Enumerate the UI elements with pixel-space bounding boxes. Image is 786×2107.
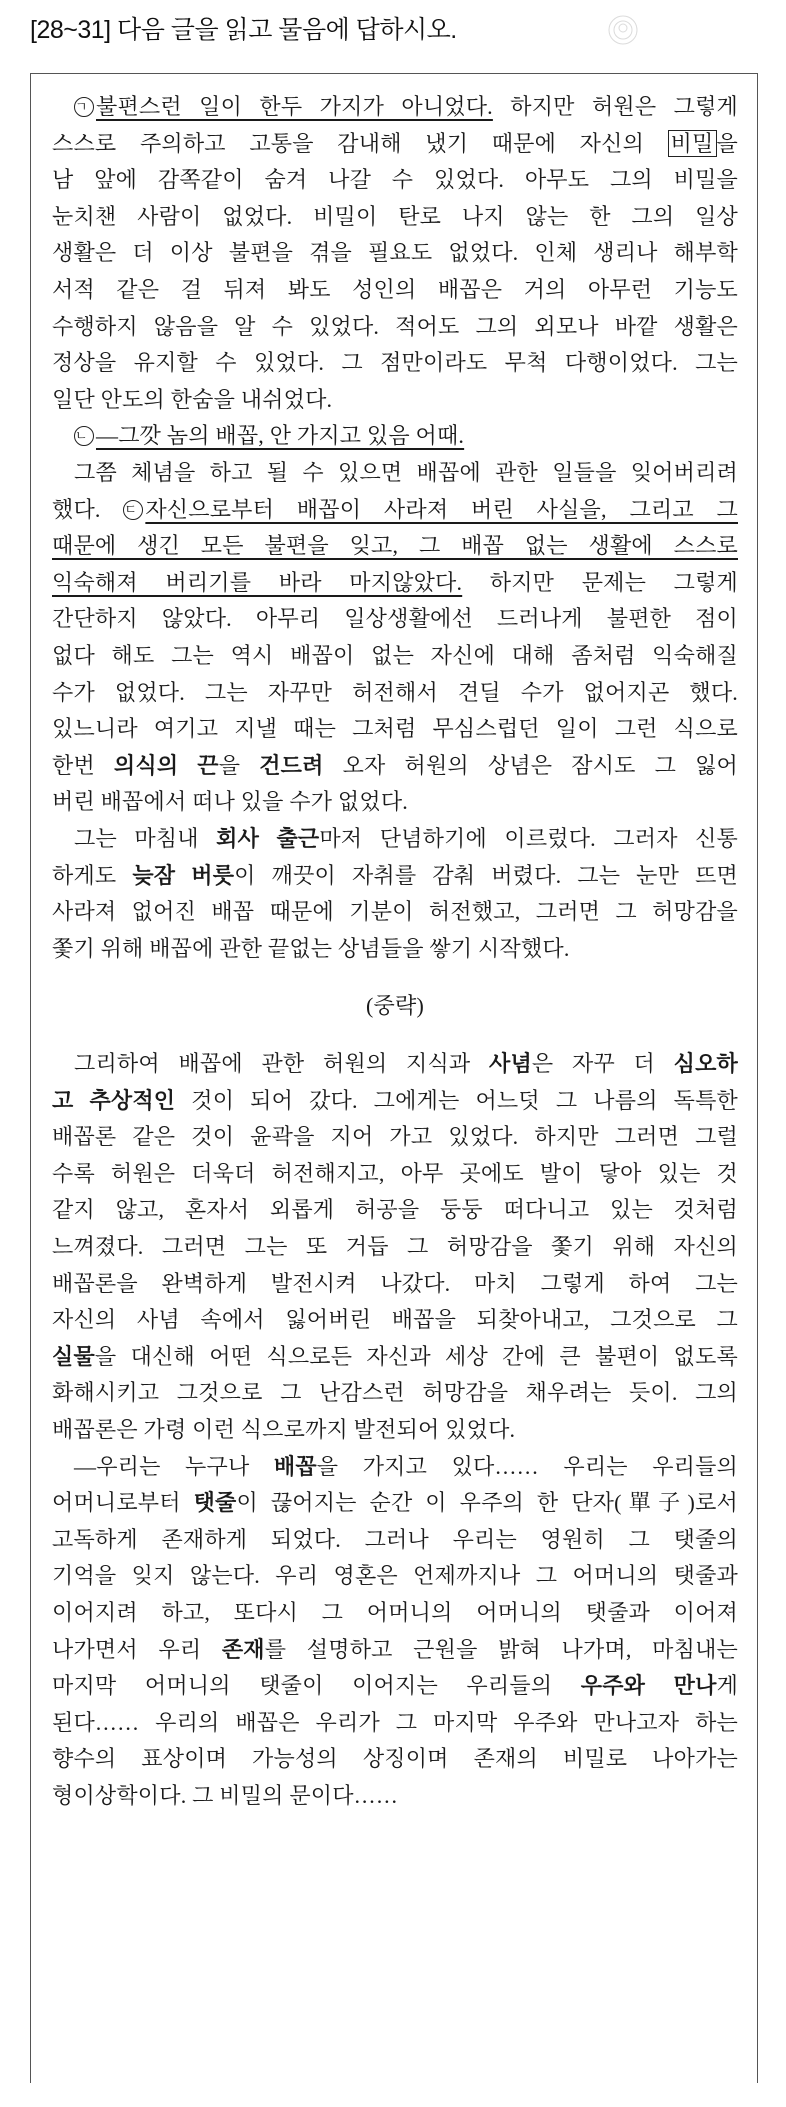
text-segment: 이어지려 하고, 또다시 그 어머니의 어머니의 탯줄과 이어져 [52,1600,738,1625]
passage-line [74,824,738,854]
text-segment: 을 [716,130,738,156]
passage-line [52,1086,738,1116]
underlined-phrase: 때문에 생긴 모든 불편을 잊고, 그 배꼽 없는 생활에 스스로 [52,533,738,559]
text-segment: 고독하게 존재하게 되었다. 그러나 우리는 영원히 그 탯줄의 [52,1526,738,1552]
passage-line [52,1635,738,1665]
passage-line [52,385,738,415]
circled-marker-icon: ㄱ [74,97,94,117]
text-segment: 있느니라 여기고 지낼 때는 그처럼 무심스럽던 일이 그런 식으로 [52,716,738,742]
passage-line [52,604,738,634]
text-segment: 배꼽론은 가령 이런 식으로까지 발전되어 있었다. [52,1417,516,1442]
passage-line [52,495,738,525]
text-segment: 그리하여 배꼽에 관한 허원의 지식과 [74,1051,489,1076]
passage-line [52,861,738,891]
boxed-word: 비밀 [668,130,717,157]
text-segment: 이 끊어지는 순간 이 우주의 한 단자(單子)로서 [236,1490,738,1516]
text-segment: 수가 없었다. 그는 자꾸만 허전해서 견딜 수가 없어지곤 했다. [52,679,738,705]
text-segment: 오자 허원의 상념은 잠시도 그 잃어 [323,752,738,778]
passage-line [52,1781,738,1811]
underlined-phrase: 자신으로부터 배꼽이 사라져 버린 사실을, 그리고 그 [145,496,738,522]
passage-line [52,1378,738,1408]
text-segment: 하지만 문제는 그렇게 [462,569,738,595]
text-segment: 향수의 표상이며 가능성의 상징이며 존재의 비밀로 나아가는 [52,1746,738,1772]
text-segment: 마저 단념하기에 이르렀다. 그러자 신통 [319,826,738,851]
passage-line [52,348,738,378]
passage-line [52,934,738,964]
passage-line [52,1525,738,1555]
underlined-phrase: 익숙해져 버리기를 바라 마지않았다. [52,569,463,595]
passage-line [74,92,738,122]
text-segment: 형이상학이다. 그 비밀의 문이다…… [52,1783,399,1808]
bold-term: 탯줄 [193,1490,237,1516]
question-header: [28~31] 다음 글을 읽고 물음에 답하시오. [30,16,457,44]
text-segment: 마지막 어머니의 탯줄이 이어지는 우리들의 [52,1673,581,1699]
text-segment: 을 대신해 어떤 식으로든 자신과 세상 간에 큰 불편이 없도록 [94,1343,738,1369]
text-segment: 없다 해도 그는 역시 배꼽이 없는 자신에 대해 좀처럼 익숙해질 [52,643,738,668]
bold-term: 배꼽 [273,1453,317,1479]
passage-line [52,1598,738,1628]
bold-term: 늦잠 버릇 [132,862,235,888]
text-segment: 게 [716,1673,739,1699]
passage-line [52,1561,738,1591]
passage-line [74,1452,738,1482]
text-segment: 눈치챈 사람이 없었다. 비밀이 탄로 나지 않는 한 그의 일상 [52,203,738,229]
text-segment: 하게도 [52,862,133,888]
passage-line [52,568,738,598]
passage-line [52,202,738,232]
bold-term: 심오하 [673,1051,738,1076]
underlined-phrase: 불편스런 일이 한두 가지가 아니었다. [96,94,493,119]
passage-line [52,1305,738,1335]
text-segment: 을 가지고 있다…… 우리는 우리들의 [316,1453,739,1479]
text-segment: 하지만 허원은 그렇게 [492,94,739,119]
watermark-icon [605,12,641,48]
passage-line [52,1122,738,1152]
text-segment: 자신의 사념 속에서 잃어버린 배꼽을 되찾아내고, 그것으로 그 [52,1307,738,1333]
text-segment: 을 [218,752,260,778]
bold-term: 실물 [52,1343,95,1369]
passage-line [52,165,738,195]
text-segment: 이 깨끗이 자취를 감춰 버렸다. 그는 눈만 뜨면 [234,862,738,888]
text-segment: 남 앞에 감쪽같이 숨겨 나갈 수 있었다. 아무도 그의 비밀을 [52,167,738,193]
bold-term: 우주와 만나 [580,1673,717,1699]
text-segment: 한번 [52,752,114,778]
text-segment: 것이 되어 갔다. 그에게는 어느덧 그 나름의 독특한 [175,1087,738,1113]
passage-line [52,531,738,561]
text-segment: 나가면서 우리 [52,1636,222,1662]
passage-line [52,787,738,817]
omission-label: (중략) [366,993,424,1019]
passage-line [52,1269,738,1299]
text-segment: ―우리는 누구나 [74,1453,274,1479]
text-segment: 어머니로부터 [52,1490,194,1516]
passage-line [74,458,738,488]
passage-line [52,641,738,671]
bold-term: 의식의 끈 [113,752,219,778]
text-segment: 일단 안도의 한숨을 내쉬었다. [52,386,333,412]
text-segment: 된다…… 우리의 배꼽은 우리가 그 마지막 우주와 만나고자 하는 [52,1709,738,1735]
text-segment: 간단하지 않았다. 아무리 일상생활에선 드러나게 불편한 점이 [52,606,738,632]
bold-term: 사념 [489,1051,532,1076]
passage-line [74,1049,738,1079]
passage-line [52,678,738,708]
bold-term: 건드려 [259,752,324,778]
bold-term: 회사 출근 [216,826,320,851]
passage-line [52,312,738,342]
text-segment: 느껴졌다. 그러면 그는 또 거듭 그 허망감을 쫓기 위해 자신의 [52,1234,738,1259]
passage-line [74,421,738,451]
text-segment: 같지 않고, 혼자서 외롭게 허공을 둥둥 떠다니고 있는 것처럼 [52,1197,738,1223]
text-segment: 했다. [52,496,124,522]
passage-line [52,1232,738,1262]
text-segment: 화해시키고 그것으로 그 난감스런 허망감을 채우려는 듯이. 그의 [52,1380,738,1406]
passage-line [52,238,738,268]
circled-marker-icon: ㄷ [123,500,143,520]
passage-line [52,1195,738,1225]
text-segment: 를 설명하고 근원을 밝혀 나가며, 마침내는 [264,1636,738,1662]
passage-line [52,1744,738,1774]
circled-marker-icon: ㄴ [74,426,94,446]
text-segment: 정상을 유지할 수 있었다. 그 점만이라도 무척 다행이었다. 그는 [52,350,738,376]
passage-line [52,129,738,159]
passage-line [52,1159,738,1189]
passage-line [52,751,738,781]
passage-line [52,1708,738,1738]
text-segment: 사라져 없어진 배꼽 때문에 기분이 허전했고, 그러면 그 허망감을 [52,899,738,925]
text-segment: 배꼽론 같은 것이 윤곽을 지어 가고 있었다. 하지만 그러면 그럴 [52,1124,738,1150]
text-segment: 쫓기 위해 배꼽에 관한 끝없는 상념들을 쌓기 시작했다. [52,935,570,961]
bold-term: 존재 [221,1636,265,1662]
passage-line [52,275,738,305]
text-segment: 수행하지 않음을 알 수 있었다. 적어도 그의 외모나 바깥 생활은 [52,313,738,339]
text-segment: 스스로 주의하고 고통을 감내해 냈기 때문에 자신의 [52,130,668,156]
bold-term: 고 추상적인 [52,1087,176,1113]
text-segment: 수록 허원은 더욱더 허전해지고, 아무 곳에도 발이 닿아 있는 것 [52,1160,738,1186]
text-segment: 생활은 더 이상 불편을 겪을 필요도 없었다. 인체 생리나 해부학 [52,240,738,266]
text-segment: 은 자꾸 더 [531,1051,674,1076]
passage-line [52,1415,738,1445]
text-segment: 그는 마침내 [74,826,217,851]
text-segment: 서적 같은 걸 뒤져 봐도 성인의 배꼽은 거의 아무런 기능도 [52,277,738,302]
passage-line [52,1671,738,1701]
text-segment: 버린 배꼽에서 떠나 있을 수가 없었다. [52,789,408,815]
passage-line [52,1342,738,1372]
underlined-phrase: ―그깟 놈의 배꼽, 안 가지고 있음 어때. [96,423,465,449]
text-segment: 배꼽론을 완벽하게 발전시켜 나갔다. 마치 그렇게 하여 그는 [52,1270,738,1296]
text-segment: 그쯤 체념을 하고 될 수 있으면 배꼽에 관한 일들을 잊어버리려 [74,460,738,485]
passage-line [52,714,738,744]
passage-line [52,897,738,927]
passage-line [52,1488,738,1518]
watermark-logo [605,10,785,50]
text-segment: 기억을 잊지 않는다. 우리 영혼은 언제까지나 그 어머니의 탯줄과 [52,1563,738,1589]
